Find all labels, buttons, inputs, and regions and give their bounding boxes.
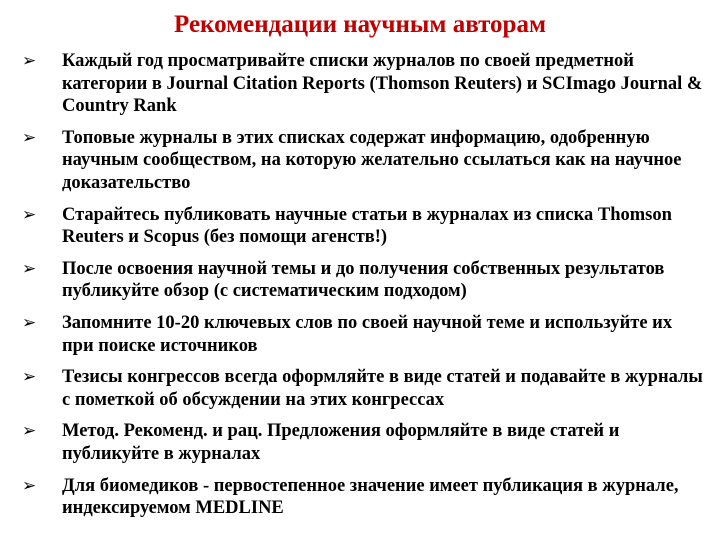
list-item-text: Тезисы конгрессов всегда оформляйте в виде статей и подавайте в журналы с пометкой об обсуждении на этих конгрессах [62, 367, 703, 410]
list-item-text: Топовые журналы в этих списках содержат информацию, одобренную научным сообществом, на которую желательно ссылаться как на научное доказательство [62, 127, 682, 193]
list-item [20, 420, 708, 465]
list-item-text: Старайтесь публиковать научные статьи в журналах из списка Thomson Reuters и Scopus (без помощи агенств!) [62, 204, 672, 248]
arrow-bullet-icon: ➢ [22, 312, 37, 333]
list-item [20, 204, 708, 249]
recommendation-list [20, 50, 708, 529]
list-item [20, 127, 708, 195]
arrow-bullet-icon: ➢ [22, 475, 37, 496]
list-item-text: Каждый год просматривайте списки журналов по своей предметной категории в Journal Citation Reports (Thomson Reuters) и SCImago Journal & Country Rank [62, 51, 703, 117]
arrow-bullet-icon: ➢ [22, 127, 37, 148]
list-item [20, 366, 708, 411]
list-item [20, 312, 708, 357]
list-item [20, 475, 708, 520]
arrow-bullet-icon: ➢ [22, 367, 37, 388]
list-item-text: Запомните 10-20 ключевых слов по своей научной теме и используйте их при поиске источников [62, 312, 673, 356]
arrow-bullet-icon: ➢ [22, 51, 37, 71]
list-item-text: Метод. Рекоменд. и рац. Предложения оформляйте в виде статей и публикуйте в журналах [62, 421, 620, 464]
arrow-bullet-icon: ➢ [22, 421, 37, 442]
list-item-text: Для биомедиков - первостепенное значение имеет публикация в журнале, индексируемом MEDLINE [62, 475, 679, 519]
arrow-bullet-icon: ➢ [22, 204, 37, 225]
slide-title: Рекомендации научным авторам [174, 11, 546, 38]
list-item [20, 258, 708, 303]
arrow-bullet-icon: ➢ [22, 258, 37, 279]
list-item-text: После освоения научной темы и до получения собственных результатов публикуйте обзор (с систематическим подходом) [62, 258, 665, 302]
list-item [20, 50, 708, 118]
